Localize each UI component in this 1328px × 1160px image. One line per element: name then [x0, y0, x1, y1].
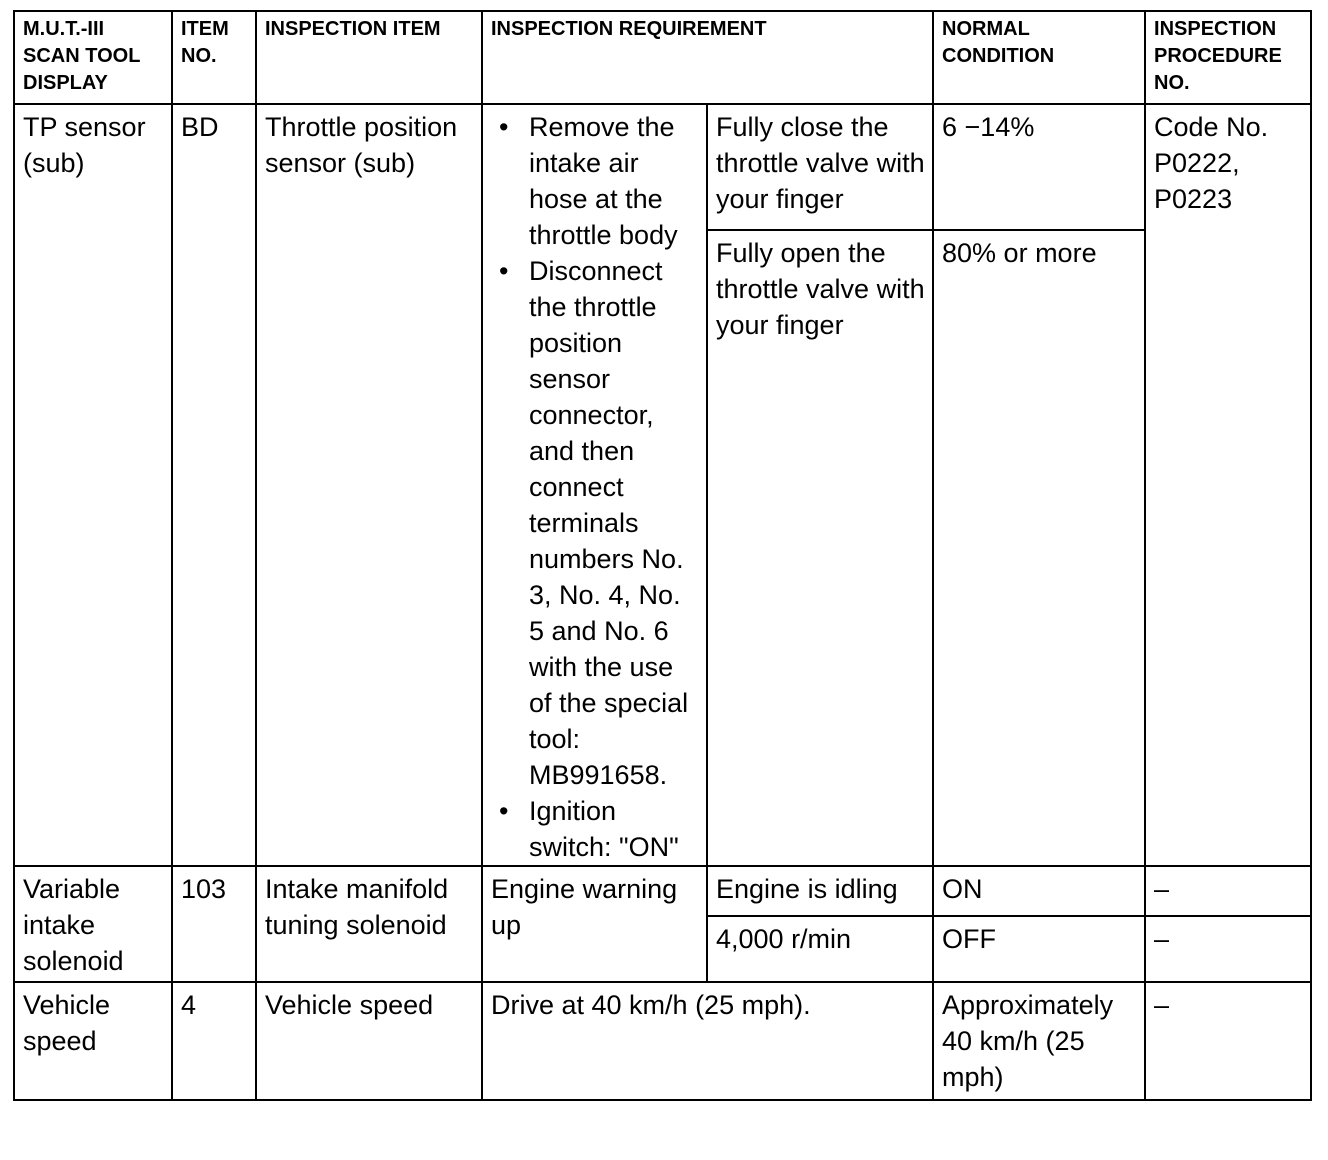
table-row — [14, 982, 1311, 1100]
tp-display-cell: TP sensor(sub) — [14, 104, 172, 866]
veh-display-cell: Vehicle speed — [14, 982, 172, 1100]
header-scan-tool-display: M.U.T.-III SCAN TOOL DISPLAY — [14, 11, 172, 104]
tp-normal-close-cell: 6 −14% — [933, 104, 1145, 230]
veh-procedure-cell: – — [1145, 982, 1311, 1100]
var-display-cell: Variable intake solenoid — [14, 866, 172, 982]
var-normal-4000-cell: OFF — [933, 916, 1145, 982]
tp-procedure-cell: Code No. P0222, P0223 — [1145, 104, 1311, 866]
veh-normal-cell: Approximately 40 km/h (25 mph) — [933, 982, 1145, 1100]
tp-requirement-bullets-cell — [482, 104, 707, 866]
var-item-no-cell: 103 — [172, 866, 256, 982]
var-item-cell: Intake manifold tuning solenoid — [256, 866, 482, 982]
var-normal-idle-cell: ON — [933, 866, 1145, 916]
var-procedure-idle-cell: – — [1145, 866, 1311, 916]
table-row — [14, 866, 1311, 916]
requirement-bullet: • Disconnect the throttle position sensor connector, and then connect terminals numbers No. 3, No. 4, No. 5 and No. 6 with the use of the special tool: MB991658. — [489, 253, 702, 793]
veh-item-cell: Vehicle speed — [256, 982, 482, 1100]
veh-item-no-cell: 4 — [172, 982, 256, 1100]
requirement-bullet: • Remove the intake air hose at the throttle body — [489, 109, 702, 253]
tp-item-cell: Throttle position sensor (sub) — [256, 104, 482, 866]
requirement-bullet-list — [489, 109, 702, 865]
var-requirement-cell: Engine warning up — [482, 866, 707, 982]
table-row — [14, 104, 1311, 230]
requirement-bullet: • Ignition switch: "ON" — [489, 793, 702, 865]
tp-item-no-cell: BD — [172, 104, 256, 866]
tp-condition-close-cell: Fully close the throttle valve with your finger — [707, 104, 933, 230]
header-row — [14, 11, 1311, 104]
tp-condition-open-cell: Fully open the throttle valve with your finger — [707, 230, 933, 866]
tp-normal-open-cell: 80% or more — [933, 230, 1145, 866]
veh-requirement-cell: Drive at 40 km/h (25 mph). — [482, 982, 933, 1100]
header-normal-condition: NORMAL CONDITION — [933, 11, 1145, 104]
header-item-no: ITEM NO. — [172, 11, 256, 104]
inspection-table — [13, 10, 1312, 1101]
header-inspection-requirement: INSPECTION REQUIREMENT — [482, 11, 933, 104]
header-inspection-item: INSPECTION ITEM — [256, 11, 482, 104]
var-condition-idle-cell: Engine is idling — [707, 866, 933, 916]
header-inspection-procedure-no: INSPECTION PROCEDURE NO. — [1145, 11, 1311, 104]
var-condition-4000-cell: 4,000 r/min — [707, 916, 933, 982]
var-procedure-4000-cell: – — [1145, 916, 1311, 982]
